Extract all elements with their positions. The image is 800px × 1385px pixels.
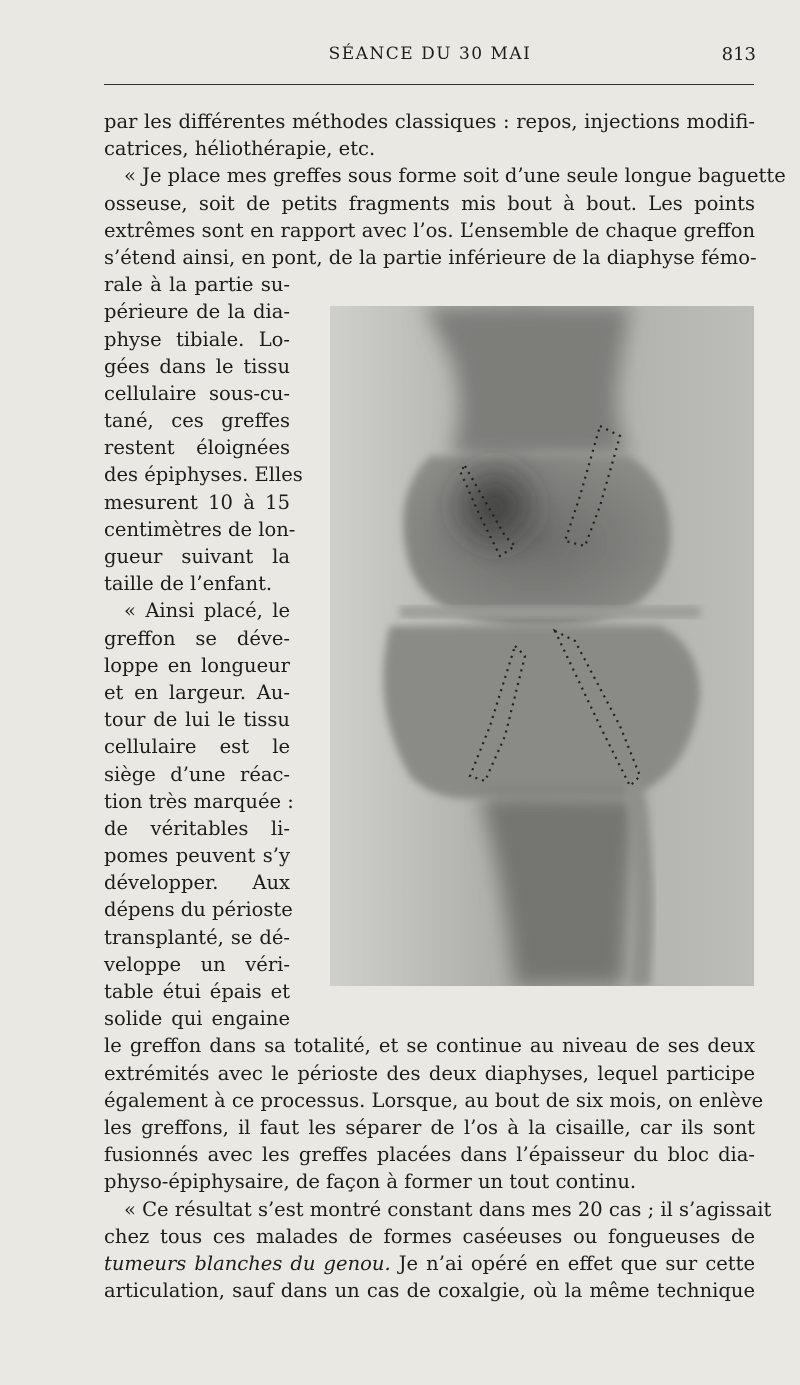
text-line: physo-épiphysaire, de façon à former un tout continu. (104, 1170, 637, 1194)
text-line: cellulaire est le (104, 735, 290, 759)
text-line: pomes peuvent s’y (104, 844, 290, 868)
page-header (104, 44, 756, 72)
text-line: tané, ces greffes (104, 409, 290, 433)
text-line: catrices, héliothérapie, etc. (104, 137, 376, 161)
page-number: 813 (721, 44, 756, 65)
text-line: fusionnés avec les greffes placées dans l’épaisseur du bloc dia- (104, 1143, 755, 1167)
text-line: greffon se déve- (104, 626, 290, 650)
text-line (104, 1250, 755, 1277)
text-line: articulation, sauf dans un cas de coxalgie, où la même technique (104, 1279, 755, 1303)
text-line: le greffon dans sa totalité, et se continue au niveau de ses deux (104, 1034, 755, 1058)
text-line: les greffons, il faut les séparer de l’os à la cisaille, car ils sont (104, 1115, 755, 1139)
italic-phrase: tumeurs blanches du genou. (104, 1251, 391, 1275)
text-line: également à ce processus. Lorsque, au bout de six mois, on enlève (104, 1088, 764, 1112)
text-line: tion très marquée : (104, 789, 294, 813)
text-line: de véritables li- (104, 816, 290, 840)
text-line: veloppe un véri- (104, 952, 290, 976)
text-line: périeure de la dia- (104, 300, 290, 324)
text-line: gées dans le tissu (104, 354, 290, 378)
text-line: cellulaire sous-cu- (104, 381, 290, 405)
text-line: mesurent 10 à 15 (104, 490, 290, 514)
text-line: extrémités avec le périoste des deux diaphyses, lequel participe (104, 1061, 755, 1085)
radiograph-image (330, 306, 754, 986)
text-line: « Ce résultat s’est montré constant dans mes 20 cas ; il s’agissait (124, 1197, 772, 1221)
text-line: tour de lui le tissu (104, 708, 290, 732)
text-line: osseuse, soit de petits fragments mis bout à bout. Les points (104, 191, 755, 215)
header-rule (104, 84, 754, 85)
text-line: taille de l’enfant. (104, 572, 273, 596)
text-line: physe tibiale. Lo- (104, 327, 290, 351)
text-line: développer. Aux (104, 871, 290, 895)
text-line: rale à la partie su- (104, 273, 290, 297)
text-line: extrêmes sont en rapport avec l’os. L’ensemble de chaque greffon (104, 218, 755, 242)
text-line: par les différentes méthodes classiques : repos, injections modifi- (104, 110, 755, 133)
text-line: « Je place mes greffes sous forme soit d’une seule longue baguette (124, 164, 786, 188)
text-line: dépens du périoste (104, 898, 293, 922)
text-line: s’étend ainsi, en pont, de la partie inférieure de la diaphyse fémo- (104, 245, 757, 269)
text-line: gueur suivant la (104, 545, 290, 568)
text-line: loppe en longueur (104, 653, 290, 677)
text-line: siège d’une réac- (104, 762, 290, 786)
text-line: et en largeur. Au- (104, 680, 290, 704)
text-line: centimètres de lon- (104, 517, 296, 541)
text-line: restent éloignées (104, 436, 290, 460)
radiograph-figure (330, 306, 754, 986)
running-title: SÉANCE DU 30 MAI (328, 44, 532, 64)
text-line: chez tous ces malades de formes caséeuses ou fongueuses de (104, 1224, 755, 1248)
text-line: solide qui engaine (104, 1007, 290, 1031)
text-line: « Ainsi placé, le (124, 599, 290, 623)
text-line: transplanté, se dé- (104, 925, 290, 949)
text-fragment: Je n’ai opéré en effet que sur cette (390, 1251, 755, 1275)
text-line: table étui épais et (104, 980, 290, 1003)
text-line: des épiphyses. Elles (104, 463, 303, 487)
